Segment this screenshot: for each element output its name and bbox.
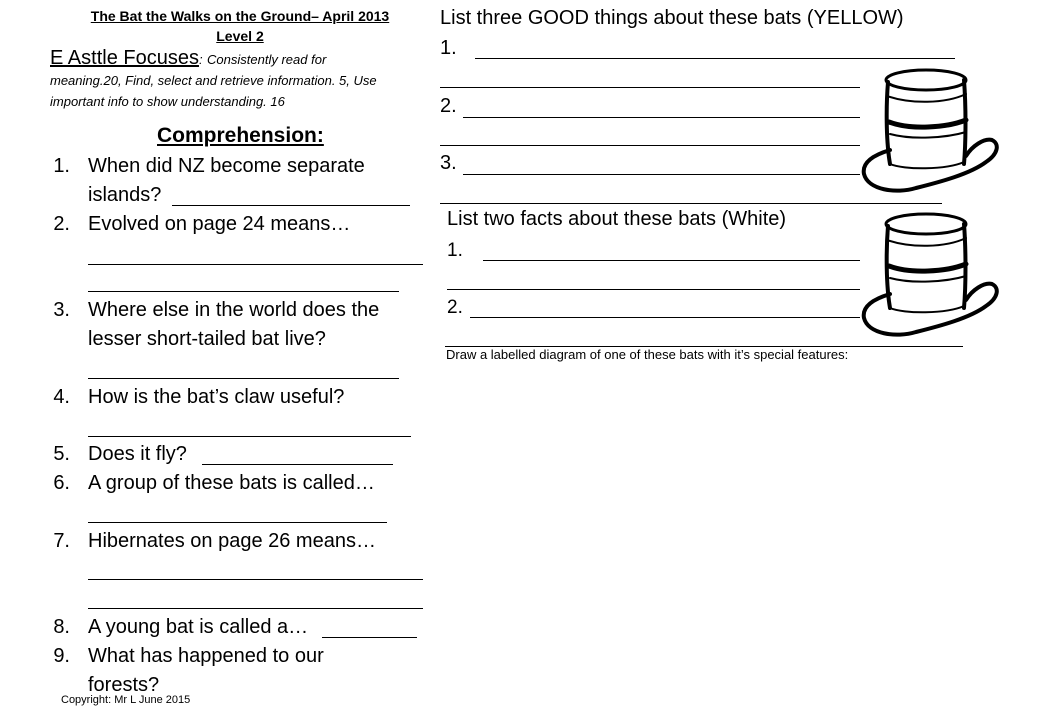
focus-block [50, 47, 430, 112]
copyright-note: Copyright: Mr L June 2015 [61, 694, 191, 706]
question-text: Evolved on page 24 means… [88, 213, 351, 235]
good-thing-number: 2. [440, 95, 457, 117]
answer-line[interactable] [483, 260, 860, 261]
focus-line-3: important info to show understanding. 16 [50, 94, 285, 109]
question-number: 4. [53, 386, 70, 408]
answer-line[interactable] [88, 608, 423, 609]
question-text: forests? [88, 674, 160, 696]
answer-line[interactable] [172, 205, 410, 206]
question-text: How is the bat’s claw useful? [88, 386, 345, 408]
question-number: 9. [53, 645, 70, 667]
answer-line[interactable] [475, 58, 955, 59]
top-hat-icon [860, 210, 1002, 340]
answer-line[interactable] [88, 522, 387, 523]
question-number: 2. [53, 213, 70, 235]
good-thing-number: 3. [440, 152, 457, 174]
diagram-area[interactable] [446, 368, 1006, 688]
answer-line[interactable] [88, 264, 423, 265]
question-text: Hibernates on page 26 means… [88, 530, 376, 552]
answer-line[interactable] [88, 378, 399, 379]
question-text: lesser short-tailed bat live? [88, 328, 326, 350]
question-text: What has happened to our [88, 645, 324, 667]
question-number: 5. [53, 443, 70, 465]
question-number: 7. [53, 530, 70, 552]
good-things-heading: List three GOOD things about these bats (YELLOW) [440, 7, 904, 29]
top-hat-icon [860, 66, 1002, 196]
answer-line[interactable] [440, 203, 942, 204]
answer-line[interactable] [440, 145, 860, 146]
question-text: When did NZ become separate [88, 155, 365, 177]
question-number: 6. [53, 472, 70, 494]
comprehension-heading: Comprehension: [157, 124, 324, 147]
good-thing-number: 1. [440, 37, 457, 59]
title-line-2: Level 2 [216, 28, 264, 44]
question-text: Where else in the world does the [88, 299, 380, 321]
answer-line[interactable] [470, 317, 860, 318]
answer-line[interactable] [202, 464, 393, 465]
focus-colon: : [198, 52, 203, 67]
answer-line[interactable] [463, 174, 860, 175]
answer-line[interactable] [447, 289, 860, 290]
fact-number: 1. [447, 240, 463, 261]
answer-line[interactable] [88, 291, 399, 292]
answer-line[interactable] [440, 87, 860, 88]
fact-number: 2. [447, 297, 463, 318]
question-text: A group of these bats is called… [88, 472, 375, 494]
answer-line[interactable] [463, 117, 860, 118]
question-number: 1. [53, 155, 70, 177]
diagram-prompt: Draw a labelled diagram of one of these bats with it’s special features: [446, 347, 849, 362]
title-line-1: The Bat the Walks on the Ground– April 2013 [90, 8, 390, 24]
facts-heading: List two facts about these bats (White) [447, 208, 787, 230]
question-text: Does it fly? [88, 443, 187, 465]
focus-line-1: Consistently read for [207, 52, 327, 67]
focus-line-2: meaning.20, Find, select and retrieve information. 5, Use [50, 73, 377, 88]
worksheet-title [40, 8, 440, 44]
answer-line[interactable] [322, 637, 417, 638]
question-text: A young bat is called a… [88, 616, 309, 638]
answer-line[interactable] [88, 436, 411, 437]
question-number: 8. [53, 616, 70, 638]
question-number: 3. [53, 299, 70, 321]
question-text: islands? [88, 184, 162, 206]
answer-line[interactable] [88, 579, 423, 580]
focus-heading: E Asttle Focuses [50, 47, 199, 69]
